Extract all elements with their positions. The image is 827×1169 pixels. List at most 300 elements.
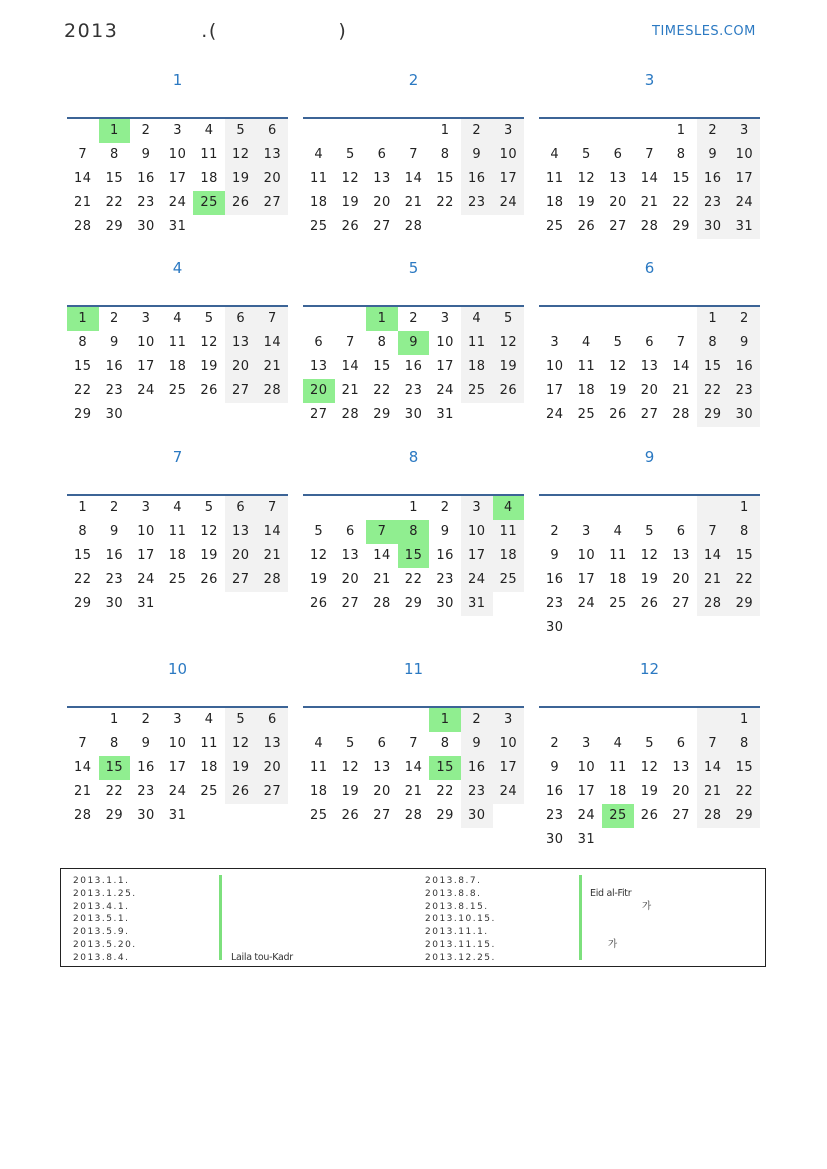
day-cell: 9 <box>697 143 729 167</box>
day-cell: 26 <box>225 191 257 215</box>
empty-cell <box>162 592 194 616</box>
empty-cell <box>257 592 289 616</box>
day-cell: 25 <box>602 804 634 828</box>
day-grid <box>67 307 290 427</box>
day-cell: 16 <box>137 171 155 186</box>
day-cell: 18 <box>310 195 328 210</box>
holiday-date: 2013.5.1. <box>73 914 130 925</box>
day-cell: 10 <box>546 359 564 374</box>
day-cell: 14 <box>697 544 729 568</box>
day-cell: 23 <box>105 572 124 587</box>
day-cell: 3 <box>493 708 525 732</box>
day-cell: 16 <box>105 359 124 374</box>
day-cell: 6 <box>257 119 289 143</box>
day-grid <box>539 119 762 239</box>
empty-cell <box>493 215 525 239</box>
day-cell: 31 <box>461 592 493 616</box>
month-name: 1 <box>172 71 183 89</box>
day-cell: 14 <box>257 331 289 355</box>
day-cell: 22 <box>729 780 761 804</box>
holiday-legend <box>60 868 766 967</box>
day-cell: 24 <box>577 808 596 823</box>
day-cell: 25 <box>193 191 225 215</box>
day-cell: 28 <box>640 219 659 234</box>
day-cell: 4 <box>204 123 214 138</box>
day-cell: 29 <box>105 219 124 234</box>
day-cell: 4 <box>461 307 493 331</box>
day-cell: 27 <box>257 191 289 215</box>
empty-cell <box>602 828 634 852</box>
day-cell: 25 <box>168 383 187 398</box>
day-cell: 21 <box>672 383 690 398</box>
empty-cell <box>602 119 634 143</box>
day-cell: 13 <box>310 359 328 374</box>
day-cell: 6 <box>314 335 324 350</box>
day-cell: 28 <box>341 407 360 422</box>
day-cell: 10 <box>436 335 454 350</box>
month-name: 11 <box>403 660 424 678</box>
day-cell: 10 <box>493 732 525 756</box>
day-cell: 30 <box>105 596 124 611</box>
day-cell: 11 <box>168 524 187 539</box>
month-10 <box>67 660 290 828</box>
empty-cell <box>225 804 257 828</box>
day-cell: 5 <box>204 500 214 515</box>
day-cell: 30 <box>137 219 155 234</box>
day-cell: 4 <box>314 736 324 751</box>
day-cell: 7 <box>409 147 418 162</box>
holiday-date: 2013.1.25. <box>73 888 137 899</box>
day-cell: 29 <box>404 596 423 611</box>
day-cell: 20 <box>225 355 257 379</box>
day-cell: 26 <box>200 572 218 587</box>
empty-cell <box>193 804 225 828</box>
day-cell: 9 <box>141 736 151 751</box>
day-cell: 15 <box>398 544 430 568</box>
empty-cell <box>461 403 493 427</box>
day-cell: 15 <box>729 544 761 568</box>
day-cell: 14 <box>640 171 659 186</box>
holiday-date: 2013.1.1. <box>73 876 130 886</box>
day-cell: 15 <box>729 756 761 780</box>
day-cell: 19 <box>225 167 257 191</box>
day-cell: 2 <box>110 500 119 515</box>
holiday-name <box>590 913 651 926</box>
day-cell: 7 <box>645 147 654 162</box>
empty-cell <box>697 496 729 520</box>
day-cell: 15 <box>74 548 92 563</box>
day-cell: 17 <box>546 383 564 398</box>
empty-cell <box>697 828 729 852</box>
day-cell: 7 <box>78 147 88 162</box>
month-rule <box>303 706 524 708</box>
day-cell: 6 <box>645 335 654 350</box>
day-cell: 5 <box>645 524 654 539</box>
day-cell: 14 <box>74 171 92 186</box>
day-cell: 22 <box>74 383 92 398</box>
day-cell: 11 <box>310 760 328 775</box>
day-cell: 18 <box>609 784 627 799</box>
day-cell: 5 <box>645 736 654 751</box>
day-cell: 2 <box>729 307 761 331</box>
day-cell: 27 <box>373 219 391 234</box>
empty-cell <box>571 708 603 732</box>
day-cell: 10 <box>137 524 155 539</box>
day-cell: 19 <box>200 548 218 563</box>
day-cell: 2 <box>697 119 729 143</box>
day-cell: 21 <box>341 383 360 398</box>
day-cell: 11 <box>461 331 493 355</box>
day-cell: 3 <box>173 123 182 138</box>
legend-right-names <box>590 875 651 965</box>
holiday-date: 2013.8.8. <box>425 888 482 899</box>
day-cell: 8 <box>440 147 450 162</box>
day-cell: 26 <box>341 219 360 234</box>
day-cell: 26 <box>577 219 596 234</box>
day-cell: 12 <box>225 732 257 756</box>
day-cell: 12 <box>341 171 360 186</box>
day-cell: 19 <box>341 784 360 799</box>
day-cell: 28 <box>257 568 289 592</box>
brand-logo-text: TIMESLES.COM <box>652 24 756 39</box>
day-cell: 20 <box>257 756 289 780</box>
day-cell: 23 <box>436 572 454 587</box>
day-cell: 30 <box>697 215 729 239</box>
holiday-name <box>590 952 651 965</box>
day-cell: 16 <box>137 760 155 775</box>
empty-cell <box>665 616 697 640</box>
month-6 <box>539 259 762 427</box>
day-cell: 18 <box>493 544 525 568</box>
day-cell: 26 <box>225 780 257 804</box>
day-cell: 7 <box>257 307 289 331</box>
day-cell: 24 <box>436 383 454 398</box>
empty-cell <box>335 119 367 143</box>
empty-cell <box>193 403 225 427</box>
day-cell: 9 <box>440 524 450 539</box>
empty-cell <box>539 119 571 143</box>
day-cell: 13 <box>257 732 289 756</box>
day-cell: 9 <box>141 147 151 162</box>
day-cell: 11 <box>200 147 218 162</box>
day-cell: 3 <box>582 736 591 751</box>
day-cell: 23 <box>137 784 155 799</box>
day-cell: 17 <box>577 784 596 799</box>
day-cell: 6 <box>613 147 623 162</box>
day-cell: 21 <box>257 355 289 379</box>
day-cell: 3 <box>173 712 182 727</box>
empty-cell <box>67 119 99 143</box>
day-cell: 10 <box>577 760 596 775</box>
day-cell: 17 <box>493 167 525 191</box>
holiday-name <box>590 875 651 888</box>
empty-cell <box>634 616 666 640</box>
day-cell: 18 <box>609 572 627 587</box>
empty-cell <box>225 215 257 239</box>
day-cell: 2 <box>141 712 151 727</box>
empty-cell <box>366 119 398 143</box>
day-cell: 21 <box>697 568 729 592</box>
empty-cell <box>303 119 335 143</box>
empty-cell <box>729 828 761 852</box>
day-cell: 1 <box>366 307 398 331</box>
day-cell: 2 <box>550 736 560 751</box>
holiday-name: 가 <box>642 900 651 912</box>
legend-right-dates <box>425 875 496 965</box>
day-cell: 26 <box>310 596 328 611</box>
day-cell: 9 <box>550 760 560 775</box>
day-cell: 27 <box>257 780 289 804</box>
month-7 <box>67 448 290 616</box>
day-cell: 16 <box>436 548 454 563</box>
day-cell: 12 <box>310 548 328 563</box>
day-cell: 27 <box>373 808 391 823</box>
day-cell: 28 <box>74 219 92 234</box>
day-cell: 22 <box>105 784 124 799</box>
day-cell: 29 <box>436 808 454 823</box>
day-cell: 30 <box>729 403 761 427</box>
month-rule <box>67 117 288 119</box>
day-cell: 26 <box>341 808 360 823</box>
day-cell: 24 <box>493 191 525 215</box>
empty-cell <box>303 708 335 732</box>
day-cell: 4 <box>173 311 182 326</box>
empty-cell <box>665 828 697 852</box>
day-cell: 29 <box>74 407 92 422</box>
day-cell: 3 <box>141 311 151 326</box>
day-cell: 3 <box>729 119 761 143</box>
holiday-date: 2013.12.25. <box>425 952 496 963</box>
day-cell: 23 <box>461 780 493 804</box>
day-cell: 5 <box>346 736 355 751</box>
day-cell: 24 <box>137 572 155 587</box>
day-cell: 21 <box>74 195 92 210</box>
empty-cell <box>602 496 634 520</box>
day-cell: 6 <box>377 736 387 751</box>
day-cell: 28 <box>404 808 423 823</box>
day-cell: 14 <box>404 760 423 775</box>
day-cell: 21 <box>257 544 289 568</box>
day-cell: 31 <box>168 808 187 823</box>
month-rule <box>539 494 760 496</box>
holiday-name <box>231 926 293 939</box>
day-cell: 11 <box>310 171 328 186</box>
day-cell: 23 <box>137 195 155 210</box>
day-cell: 22 <box>74 572 92 587</box>
day-cell: 17 <box>493 756 525 780</box>
day-cell: 7 <box>676 335 686 350</box>
day-cell: 12 <box>640 548 659 563</box>
day-grid <box>539 708 762 852</box>
empty-cell <box>257 403 289 427</box>
empty-cell <box>729 616 761 640</box>
day-cell: 11 <box>546 171 564 186</box>
holiday-date: 2013.11.1. <box>425 927 489 938</box>
day-cell: 5 <box>493 307 525 331</box>
day-cell: 6 <box>225 307 257 331</box>
day-cell: 3 <box>141 500 151 515</box>
day-cell: 23 <box>105 383 124 398</box>
day-cell: 31 <box>168 219 187 234</box>
day-cell: 25 <box>310 219 328 234</box>
empty-cell <box>366 496 398 520</box>
day-cell: 20 <box>341 572 360 587</box>
empty-cell <box>602 616 634 640</box>
day-cell: 26 <box>609 407 627 422</box>
day-cell: 29 <box>672 219 690 234</box>
day-cell: 10 <box>577 548 596 563</box>
day-cell: 10 <box>168 147 187 162</box>
day-cell: 7 <box>346 335 355 350</box>
day-cell: 30 <box>404 407 423 422</box>
day-cell: 3 <box>461 496 493 520</box>
empty-cell <box>493 403 525 427</box>
holiday-name: Laila tou-Kadr <box>231 951 293 963</box>
month-rule <box>539 305 760 307</box>
day-cell: 23 <box>546 808 564 823</box>
day-cell: 1 <box>440 123 450 138</box>
day-cell: 25 <box>609 596 627 611</box>
day-cell: 5 <box>346 147 355 162</box>
day-cell: 23 <box>461 191 493 215</box>
empty-cell <box>398 708 430 732</box>
day-cell: 20 <box>373 784 391 799</box>
holiday-date: 2013.8.7. <box>425 876 482 886</box>
day-cell: 11 <box>609 548 627 563</box>
holiday-name <box>231 913 293 926</box>
holiday-date: 2013.8.15. <box>425 901 489 912</box>
day-cell: 6 <box>377 147 387 162</box>
empty-cell <box>67 708 99 732</box>
day-cell: 4 <box>173 500 182 515</box>
day-cell: 18 <box>200 171 218 186</box>
month-name: 12 <box>639 660 660 678</box>
holiday-name <box>231 901 293 914</box>
day-cell: 8 <box>377 335 387 350</box>
day-cell: 25 <box>546 219 564 234</box>
day-grid <box>303 119 526 239</box>
month-4 <box>67 259 290 427</box>
day-cell: 21 <box>74 784 92 799</box>
empty-cell <box>602 307 634 331</box>
day-cell: 10 <box>729 143 761 167</box>
empty-cell <box>571 307 603 331</box>
day-cell: 5 <box>204 311 214 326</box>
day-cell: 17 <box>168 171 187 186</box>
empty-cell <box>493 804 525 828</box>
day-cell: 20 <box>257 167 289 191</box>
day-cell: 19 <box>225 756 257 780</box>
month-5 <box>303 259 526 427</box>
empty-cell <box>130 403 162 427</box>
day-cell: 1 <box>697 307 729 331</box>
day-cell: 9 <box>461 143 493 167</box>
day-cell: 15 <box>697 355 729 379</box>
day-cell: 9 <box>110 335 119 350</box>
empty-cell <box>539 708 571 732</box>
day-cell: 24 <box>137 383 155 398</box>
day-cell: 7 <box>697 732 729 756</box>
day-cell: 14 <box>74 760 92 775</box>
day-cell: 6 <box>346 524 355 539</box>
empty-cell <box>335 496 367 520</box>
day-cell: 6 <box>225 496 257 520</box>
empty-cell <box>634 828 666 852</box>
day-cell: 12 <box>493 331 525 355</box>
day-cell: 24 <box>493 780 525 804</box>
day-cell: 20 <box>303 379 335 403</box>
day-cell: 20 <box>373 195 391 210</box>
day-cell: 16 <box>546 572 564 587</box>
day-cell: 7 <box>697 520 729 544</box>
day-cell: 1 <box>429 708 461 732</box>
day-cell: 21 <box>640 195 659 210</box>
day-cell: 17 <box>137 548 155 563</box>
month-name: 2 <box>408 71 419 89</box>
day-cell: 4 <box>613 736 623 751</box>
day-cell: 25 <box>577 407 596 422</box>
day-cell: 9 <box>398 331 430 355</box>
day-cell: 2 <box>110 311 119 326</box>
day-cell: 16 <box>105 548 124 563</box>
day-cell: 24 <box>461 568 493 592</box>
empty-cell <box>303 496 335 520</box>
day-cell: 17 <box>436 359 454 374</box>
month-name: 9 <box>644 448 655 466</box>
day-cell: 19 <box>341 195 360 210</box>
day-grid <box>67 708 290 828</box>
empty-cell <box>634 119 666 143</box>
day-cell: 16 <box>729 355 761 379</box>
day-cell: 17 <box>168 760 187 775</box>
empty-cell <box>493 592 525 616</box>
month-rule <box>539 117 760 119</box>
day-cell: 15 <box>99 756 131 780</box>
day-cell: 14 <box>404 171 423 186</box>
day-cell: 12 <box>640 760 659 775</box>
day-cell: 9 <box>550 548 560 563</box>
day-cell: 8 <box>729 520 761 544</box>
day-cell: 11 <box>609 760 627 775</box>
day-cell: 6 <box>257 708 289 732</box>
day-cell: 5 <box>225 708 257 732</box>
day-cell: 29 <box>729 804 761 828</box>
day-cell: 30 <box>461 804 493 828</box>
day-cell: 26 <box>493 379 525 403</box>
month-rule <box>67 305 288 307</box>
day-cell: 10 <box>461 520 493 544</box>
holiday-name <box>590 926 651 939</box>
empty-cell <box>634 496 666 520</box>
empty-cell <box>257 804 289 828</box>
day-cell: 2 <box>409 311 418 326</box>
day-cell: 24 <box>168 784 187 799</box>
day-cell: 19 <box>609 383 627 398</box>
empty-cell <box>225 403 257 427</box>
legend-right-divider <box>579 875 582 960</box>
day-cell: 13 <box>640 359 659 374</box>
day-cell: 5 <box>225 119 257 143</box>
day-cell: 19 <box>200 359 218 374</box>
day-cell: 28 <box>697 804 729 828</box>
day-grid <box>303 496 526 616</box>
day-cell: 13 <box>341 548 360 563</box>
day-cell: 7 <box>409 736 418 751</box>
day-grid <box>67 496 290 616</box>
month-name: 10 <box>167 660 188 678</box>
day-cell: 12 <box>609 359 627 374</box>
day-cell: 27 <box>672 596 690 611</box>
